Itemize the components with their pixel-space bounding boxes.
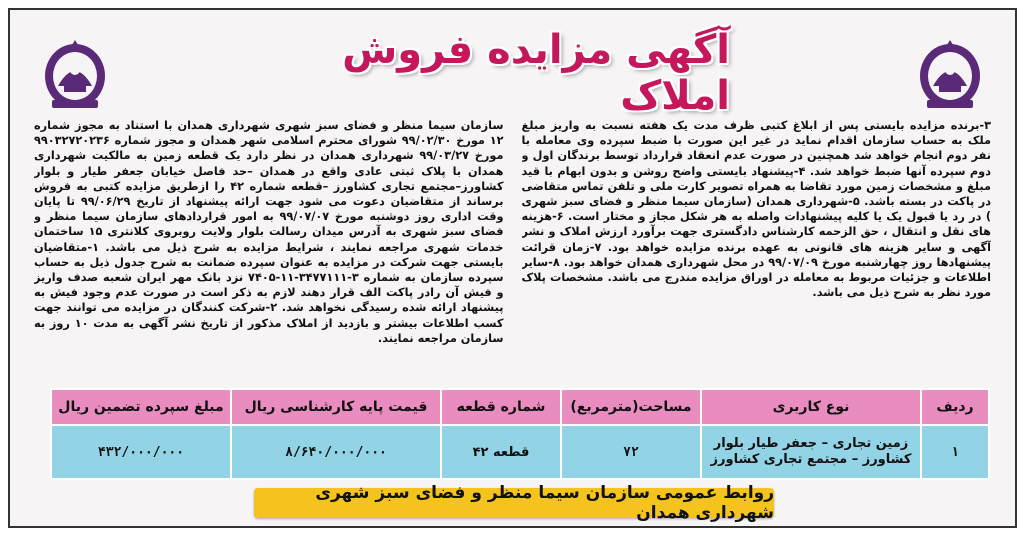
table-row	[51, 425, 989, 479]
cell-base-price: ۸/۶۴۰/۰۰۰/۰۰۰	[231, 425, 441, 479]
cell-index: ۱	[921, 425, 989, 479]
cell-deposit: ۴۳۲/۰۰۰/۰۰۰	[51, 425, 231, 479]
municipality-logo-icon	[915, 36, 985, 112]
title-banner	[300, 27, 730, 119]
header-usage: نوع کاربری	[701, 389, 921, 425]
auction-table	[50, 388, 990, 480]
header-base-price: قیمت پایه کارشناسی ریال	[231, 389, 441, 425]
cell-usage: زمین تجاری – جعفر طیار بلوار کشاورز – مجتمع تجاری کشاورز	[701, 425, 921, 479]
body-paragraph-right: سازمان سیما منظر و فضای سبز شهری شهرداری همدان با استناد به مجوز شماره ۱۲ مورخ ۹۹/۰۲/۳۰ شورای محترم اسلامی شهر همدان و مجوز شماره ۹۹۰۳۲۷۲۰۲۳۶ مورخ ۹۹/۰۳/۲۷ شهرداری همدان در نظر دارد یک قطعه زمین به مالکیت شهرداری همدان با پلاک ثبتی عادی واقع در همدان –حد فاصل خیابان جعفر طیار و بلوار کشاورز–مجتمع تجاری کشاورز –قطعه شماره ۴۲ را ازطریق مزایده کتبی به فروش برساند از متقاضیان دعوت می شود جهت ارائه پیشنهاد از تاریخ ۹۹/۰۶/۲۹ تا پایان وقت اداری روز دوشنبه مورخ ۹۹/۰۷/۰۷ به امور قراردادهای سازمان سیما منظر و فضای سبز شهری به آدرس میدان رسالت بلوار ولایت روبروی کلانتری ۱۵ ساختمان خدمات شهری مراجعه نمایند ، شرایط مزایده به شرح ذیل می باشد. ۱-متقاضیان بایستی جهت شرکت در مزایده به عنوان سپرده ضمانت به شرح جدول ذیل به حساب سپرده سازمان به شماره ۳-۳۴۷۷۱۱۱-۱۱-۷۴۰۵ نزد بانک مهر ایران شعبه صدف واریز و فیش آن رادر پاکت الف قرار دهند لازم به ذکر است در صورت عدم وجود فیش به پیشنهاد ارائه شده رسیدگی نخواهد شد. ۲-شرکت کنندگان در مزایده می توانند جهت کسب اطلاعات بیشتر و بازدید از املاک مذکور از تاریخ نشر آگهی به مدت ۱۰ روز به سازمان مراجعه نمایند.	[34, 119, 504, 345]
footer-text: روابط عمومی سازمان سیما منظر و فضای سبز شهری شهرداری همدان	[315, 483, 774, 523]
body-column-right	[34, 118, 504, 380]
cell-area: ۷۲	[561, 425, 701, 479]
body-text	[34, 118, 991, 380]
body-paragraph-left: ۳-برنده مزایده بایستی پس از ابلاغ کتبی ظرف مدت یک هفته نسبت به واریز مبلغ ملک به حساب سازمان اقدام نماید در غیر این صورت با ضبط سپرده وی معامله با نفر دوم انجام خواهد شد همچنین در صورت عدم انعقاد قرارداد توسط برندگان اول و دوم سپرده آنها ضبط خواهد شد. ۴-پیشنهاد بایستی واضح روشن و بدون ابهام با قید مبلغ و مشخصات زمین مورد تقاضا به همراه تصویر کارت ملی و تلفن تماس متقاضی در پاکت در بسته باشد. ۵-شهرداری همدان (سازمان سیما منظر و فضای سبز شهری ) در رد یا قبول یک یا کلیه پیشنهادات واصله به هر شکل مجاز و مختار است. ۶-هزینه های نقل و انتقال ، حق الزحمه کارشناس دادگستری جهت برآورد ارزش املاک و نشر آگهی و سایر هزینه های قانونی به عهده برنده مزایده خواهد بود. ۷-زمان قرائت پیشنهادها روز چهارشنبه مورخ ۹۹/۰۷/۰۹ در محل شهرداری همدان خواهد بود. ۸-سایر اطلاعات و جزئیات مربوط به معامله در اوراق مزایده مندرج می باشد. مشخصات پلاک مورد نظر به شرح ذیل می باشد.	[521, 119, 991, 300]
header-area: مساحت(مترمربع)	[561, 389, 701, 425]
cell-parcel: قطعه ۴۲	[441, 425, 561, 479]
header-parcel: شماره قطعه	[441, 389, 561, 425]
header-deposit: مبلغ سپرده تضمین ریال	[51, 389, 231, 425]
table-header-row	[51, 389, 989, 425]
body-column-left	[522, 118, 992, 380]
announcement-page	[8, 8, 1017, 528]
footer-banner	[254, 483, 774, 523]
header-index: ردیف	[921, 389, 989, 425]
municipality-logo-icon	[40, 36, 110, 112]
page-title: آگهی مزایده فروش املاک	[342, 27, 730, 119]
